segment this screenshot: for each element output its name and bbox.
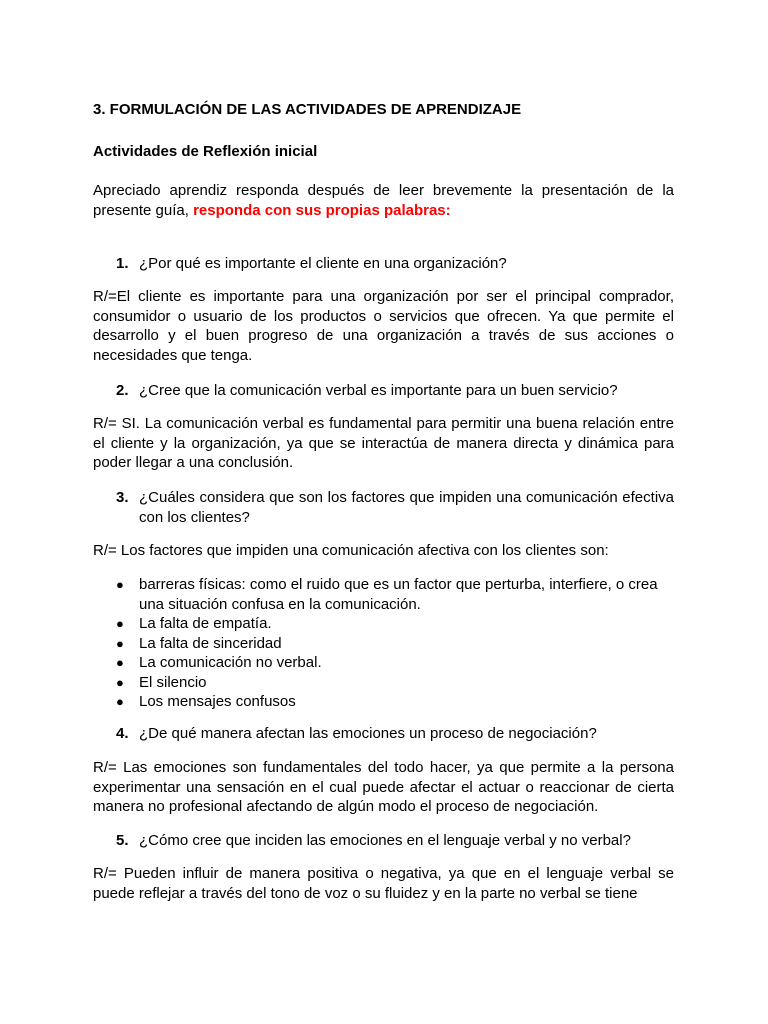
section-subtitle: Actividades de Reflexión inicial — [93, 143, 318, 160]
answer-5: R/= Pueden influir de manera positiva o negativa, ya que en el lenguaje verbal se puede reflejar a través del tono de voz o su fluidez y en la parte no verbal se tiene — [93, 865, 674, 902]
intro-highlight: responda con sus propias palabras: — [193, 201, 451, 219]
question-1 — [116, 254, 674, 274]
question-number: 4. — [116, 725, 129, 742]
intro-paragraph — [93, 181, 674, 220]
question-text: ¿Cómo cree que inciden las emociones en el lenguaje verbal y no verbal? — [139, 832, 631, 849]
bullet-icon: ● — [116, 694, 124, 709]
question-5 — [116, 831, 674, 851]
answer-3: R/= Los factores que impiden una comunicación afectiva con los clientes son: — [93, 542, 609, 559]
list-item: ● barreras físicas: como el ruido que es un factor que perturba, interfiere, o crea una situación confusa en la comunicación. — [116, 576, 658, 613]
answer-1: R/=El cliente es importante para una organización por ser el principal comprador, consumidor o usuario de los productos o servicios que ofrecen. Ya que permite el desarrollo y el buen progreso de una organización a través de sus acciones o necesidades que tenga. — [93, 288, 674, 364]
list-item: ● Los mensajes confusos — [116, 693, 296, 710]
bullet-icon: ● — [116, 616, 124, 631]
question-text: ¿Por qué es importante el cliente en una organización? — [139, 255, 507, 272]
intro-text: Apreciado aprendiz responda después de leer brevemente la presentación de la presente guía, — [93, 182, 674, 219]
bullet-icon: ● — [116, 674, 124, 690]
question-3 — [116, 488, 674, 527]
bullet-icon: ● — [116, 577, 124, 592]
answer-2: R/= SI. La comunicación verbal es fundamental para permitir una buena relación entre el cliente y la organización, ya que se interactúa de manera directa y dinámica para poder llegar a una conclusión. — [93, 415, 674, 471]
question-number: 2. — [116, 382, 129, 399]
list-item: ● La falta de sinceridad — [116, 634, 282, 652]
list-item: ● La comunicación no verbal. — [116, 654, 322, 671]
question-number: 1. — [116, 255, 129, 272]
question-text: ¿De qué manera afectan las emociones un proceso de negociación? — [139, 725, 597, 742]
question-4 — [116, 724, 674, 744]
factors-list — [116, 575, 674, 712]
question-number: 5. — [116, 832, 129, 849]
list-item: ● La falta de empatía. — [116, 615, 272, 632]
question-2 — [116, 381, 674, 401]
question-text: ¿Cuáles considera que son los factores que impiden una comunicación efectiva con los clientes? — [139, 489, 674, 526]
section-title: 3. FORMULACIÓN DE LAS ACTIVIDADES DE APRENDIZAJE — [93, 101, 522, 118]
bullet-icon: ● — [116, 635, 124, 651]
question-text: ¿Cree que la comunicación verbal es importante para un buen servicio? — [139, 382, 618, 399]
list-item: ● El silencio — [116, 673, 207, 691]
bullet-icon: ● — [116, 655, 124, 670]
question-number: 3. — [116, 489, 129, 506]
answer-4: R/= Las emociones son fundamentales del todo hacer, ya que permite a la persona experimentar una sensación en el cual puede afectar el actuar o reaccionar de cierta manera no profesional afectando de algún modo el proceso de negociación. — [93, 759, 674, 815]
